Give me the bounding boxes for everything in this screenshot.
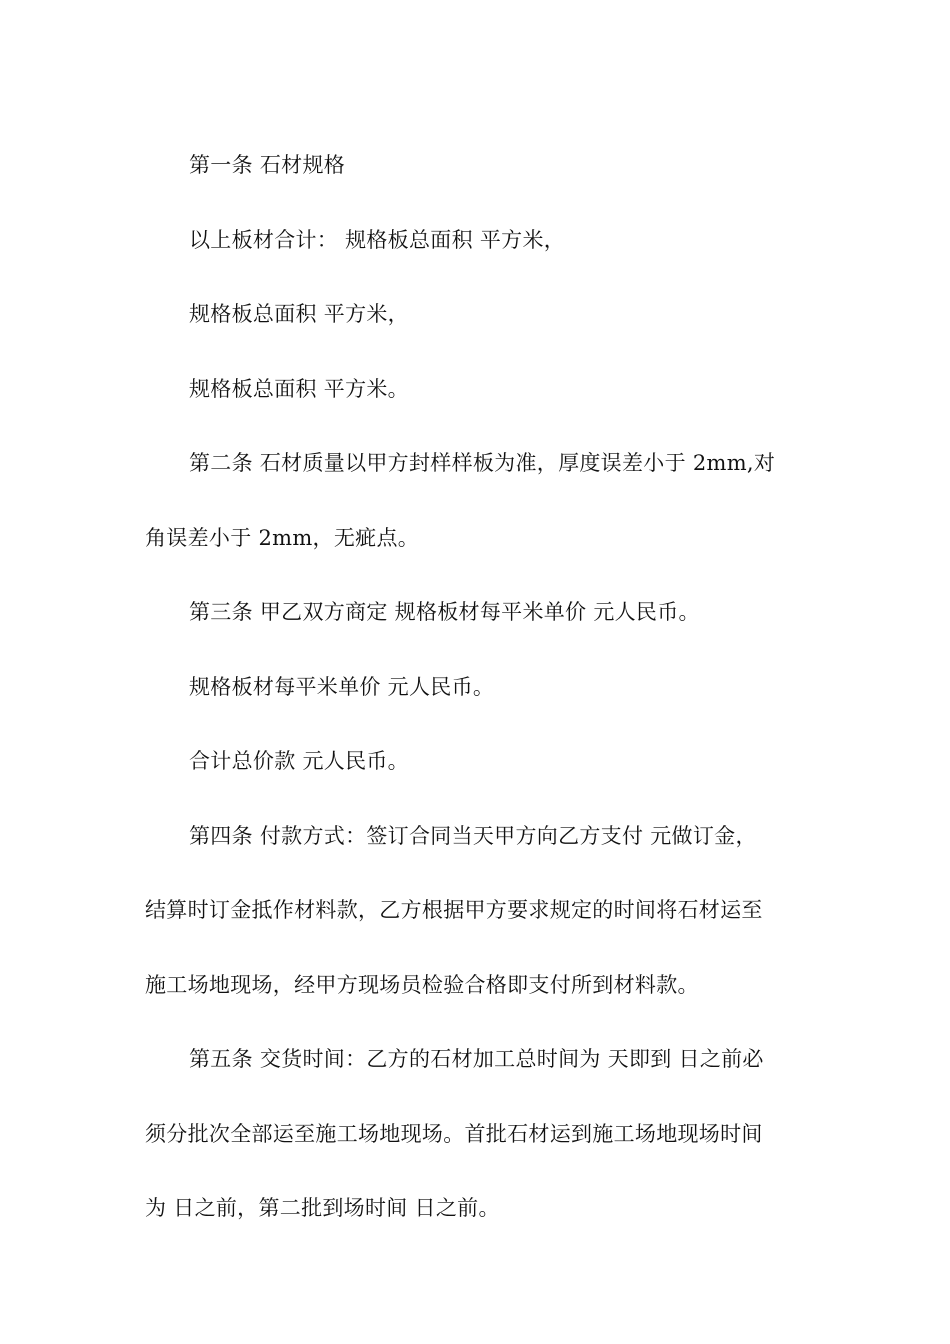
article-5-line-3: 为 日之前，第二批到场时间 日之前。 <box>145 1196 500 1220</box>
article-5-line-2: 须分批次全部运至施工场地现场。首批石材运到施工场地现场时间 <box>145 1121 763 1146</box>
article-5-line-1: 第五条 交货时间：乙方的石材加工总时间为 天即到 日之前必 <box>189 1047 764 1071</box>
article-4-line-3: 施工场地现场，经甲方现场员检验合格即支付所到材料款。 <box>145 972 699 997</box>
article-1-heading: 第一条 石材规格 <box>189 153 346 177</box>
article-3-line-2: 规格板材每平米单价 元人民币。 <box>189 674 495 699</box>
total-price-line: 合计总价款 元人民币。 <box>189 749 409 773</box>
article-2-line-1: 第二条 石材质量以甲方封样样板为准，厚度误差小于 2mm,对 <box>189 451 776 475</box>
article-4-line-2: 结算时订金抵作材料款，乙方根据甲方要求规定的时间将石材运至 <box>145 898 763 922</box>
contract-text <box>145 128 805 1246</box>
article-4-line-1: 第四条 付款方式：签订合同当天甲方向乙方支付 元做订金， <box>189 823 757 848</box>
article-3-line-1: 第三条 甲乙双方商定 规格板材每平米单价 元人民币。 <box>189 600 700 624</box>
slab-area-line-2: 规格板总面积 平方米， <box>189 302 409 326</box>
slab-total-line: 以上板材合计： 规格板总面积 平方米， <box>189 227 566 252</box>
slab-area-line-3: 规格板总面积 平方米。 <box>189 376 409 401</box>
article-2-line-2: 角误差小于 2mm，无疵点。 <box>145 525 420 550</box>
